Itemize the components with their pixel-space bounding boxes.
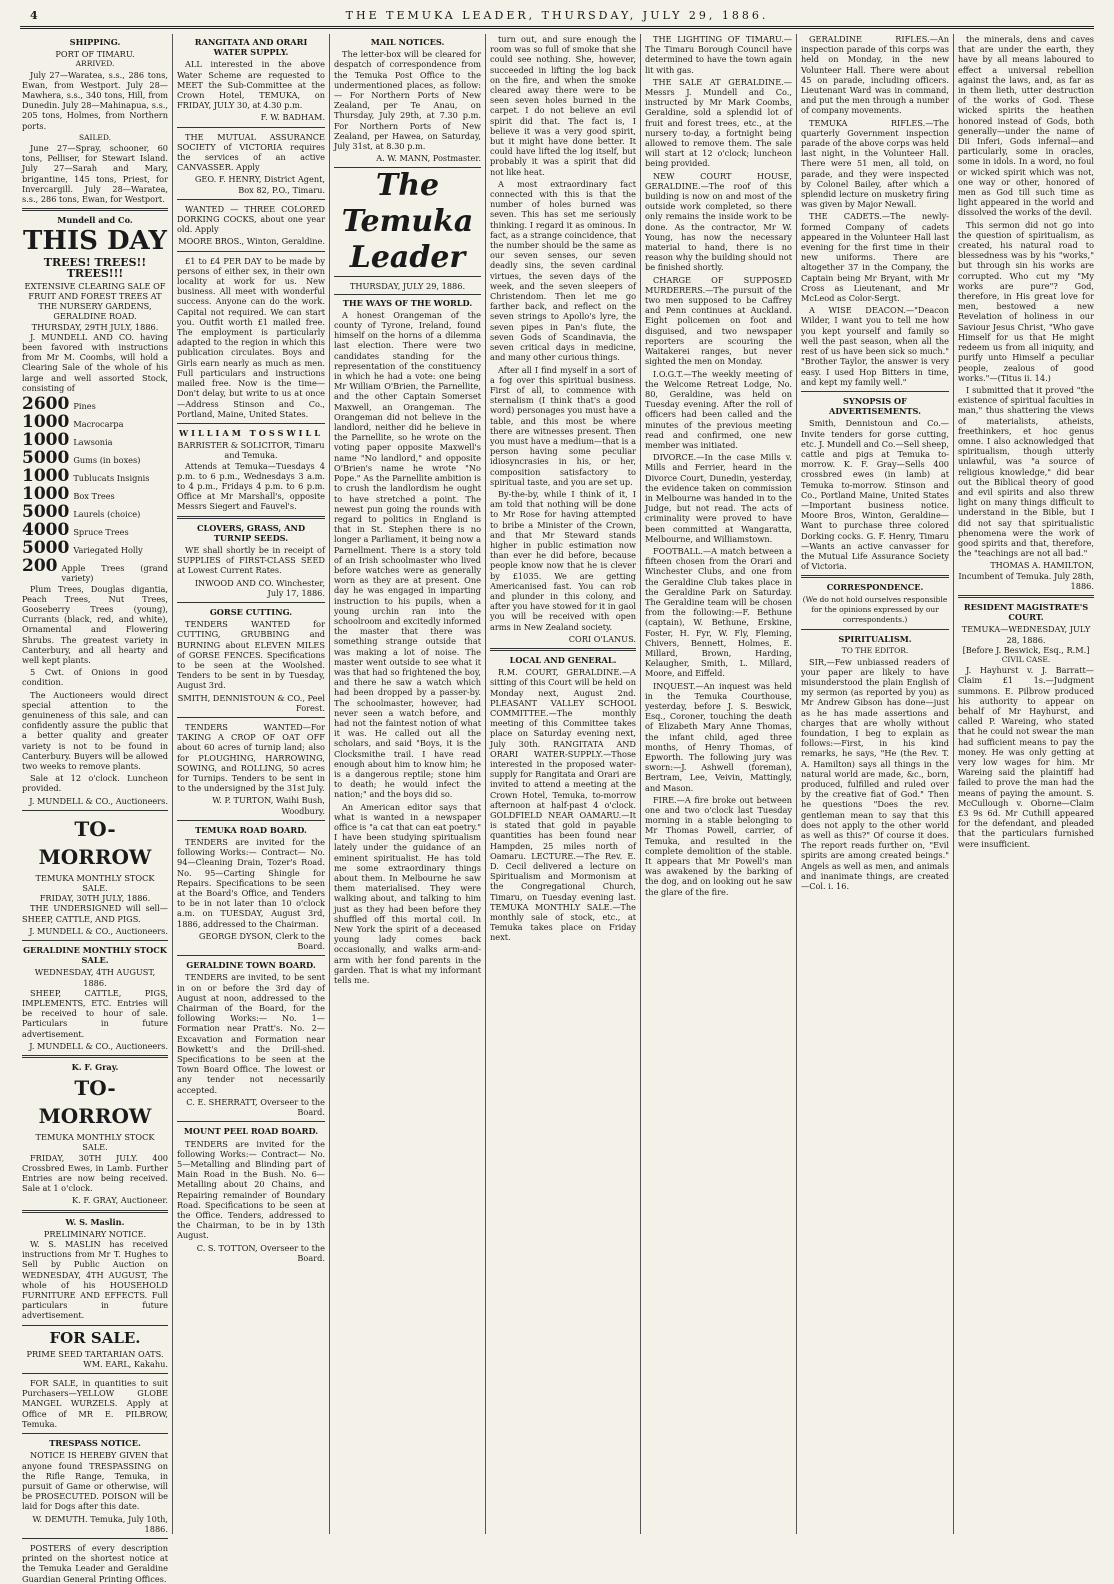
ad-text: POSTERS of every description printed on the shortest notice at the Temuka Leader and Geraldine Guardian General Printing Offices. bbox=[22, 1542, 168, 1584]
divider bbox=[177, 516, 325, 519]
divider bbox=[22, 1433, 168, 1434]
lot-description: Spruce Trees bbox=[73, 527, 129, 538]
article-text: SIR,—Few unbiassed readers of your paper are likely to have misunderstood the plain English of my sermon (as reported by you) as Mr Andrew Gibson has done—just as he has made assertions and charges that are wholly without foundation, I beg to explain as follows:—First, in his kind remarks, he says, "He (the Rev. T. A. Hamilton) says all things in the natural world are made, &c., born, produced, fulfilled and ruled over by the creative fiat of God." Then he questions "Does the rev. gentleman mean to say that this does not apply to the other world as well as this?" Of course it does. The report reads further on, "Evil spirits are among created beings." Angels as well as men, and animals and inanimate things, are created—Col. i. 16. bbox=[801, 656, 949, 892]
signature: A. W. MANN, Postmaster. bbox=[376, 153, 481, 164]
divider bbox=[177, 199, 325, 200]
lot-quantity: 200 bbox=[22, 556, 58, 577]
article-text: By-the-by, while I think of it, I am told that nothing will be done to Mr Rose for having attempted to bribe a Minister of the Crown, and that Mr Steward stands higher in public estimation now than ever he did before, because people know now that he is clever by £1035. We are getting Americanised fast. You can rob and plunder in this colony, and after you have stowed for it in gaol you will be received with open arms in New Zealand society. bbox=[490, 488, 636, 632]
lot-description: Tublucats Insignis bbox=[73, 473, 150, 484]
ad-text: SHEEP, CATTLE, PIGS, IMPLEMENTS, ETC. Entries will be received to hour of sale. Particulars in future advertisement. bbox=[22, 987, 168, 1039]
subheading: RANGITATA AND ORARI WATER SUPPLY. bbox=[194, 37, 308, 58]
ad-text: WE shall shortly be in receipt of SUPPLIES of FIRST-CLASS SEED at Lowest Current Rates. bbox=[177, 544, 325, 576]
arrivals-text: July 27—Waratea, s.s., 286 tons, Ewan, from Westport. July 28—Mawhera, s.s., 340 tons, Hill, from Dunedin. July 28—Mahinapua, s.s., 205 tons, Holmes, from Northern ports. bbox=[22, 69, 168, 131]
divider bbox=[177, 717, 325, 718]
ad-text: £1 to £4 PER DAY to be made by persons of either sex, in their own locality at work for us. New business. All meet with wonderful success. Anyone can do the work. Capital not required. We can start you. Outfit worth £1 mailed free. The employment is particularly adapted to the region in which this publication circulates. Boys and Girls earn nearly as much as men. Full particulars and instructions mailed free. Now is the time—Don't delay, but write to us at once—Address Stinson and Co., Portland, Maine, United States. bbox=[177, 255, 325, 419]
article-text: TEMUKA RIFLES.—The quarterly Government inspection parade of the above corps was held last night, in the Volunteer Hall. There were 51 men, all told, on parade, and they were inspected by Colonel Bailey, after which a splendid lecture on musketry firing was given by Major Newall. bbox=[801, 117, 949, 210]
sale-intro: J. MUNDELL AND CO. having been favored with instructions from Mr M. Coombs, will hold a Clearing Sale of the whole of his large and well assorted Stock, consisting of bbox=[22, 331, 168, 393]
subheading: TEMUKA ROAD BOARD. bbox=[195, 824, 307, 835]
ad-text: ALL interested in the above Water Scheme are requested to MEET the Sub-Committee at the Crown Hotel, TEMUKA, on FRIDAY, JULY 30, at 4.30 p.m. bbox=[177, 59, 325, 111]
signature: W. DEMUTH. Temuka, July 10th, 1886. bbox=[32, 1513, 168, 1534]
divider bbox=[177, 955, 325, 956]
advertiser-name: K. F. Gray. bbox=[71, 1062, 119, 1073]
subheading: TEMUKA MONTHLY STOCK SALE. bbox=[35, 1132, 155, 1153]
article-text: Smith, Dennistoun and Co.—Invite tenders for gorse cutting, etc. J. Mundell and Co.—Sell sheep, cattle and pigs at Temuka to-morrow. K. F. Gray—Sells 400 crossbred ewes (in lamb) at Temuka to-morrow. Stinson and Co., Portland Maine, United States—Important business notice. Moore Bros, Winton, Geraldine—Want to purchase three colored Dorking cocks. G. F. Henry, Timaru—Wants an active canvasser for the Mutual Life Assurance Society of Victoria. bbox=[801, 418, 949, 572]
divider bbox=[177, 423, 325, 424]
subheading: TRESPASS NOTICE. bbox=[49, 1438, 141, 1449]
article-text: I submitted that it proved "the existence of spiritual faculties in man," thus shattering the views of materialists, atheists, freethinkers, et hoc genus omne. I also acknowledged that spiritualism, though utterly unlawful, was "a source of religious knowledge," did bear out the Biblical theory of good and evil spirits and also threw light on many things difficult to understand in the Bible, but I did not say that spiritualistic phenomena were the work of good spirits and that, therefore, the "teachings are not all bad." bbox=[958, 384, 1094, 559]
lot-description: Pines bbox=[73, 401, 96, 412]
article-heading: SYNOPSIS OF ADVERTISEMENTS. bbox=[829, 395, 921, 417]
sailings-text: June 27—Spray, schooner, 60 tons, Pelliser, for Stewart Island. July 27—Sarah and Mary, brigantine, 145 tons, Priest, for Invercargill. July 28—Waratea, s.s., 286 tons, Ewan, for Westport. bbox=[22, 143, 168, 205]
divider bbox=[177, 602, 325, 603]
column-rule bbox=[953, 34, 954, 1534]
article-text: NEW COURT HOUSE, GERALDINE.—The roof of this building is now on and most of the outside work completed, so there only remains the inside work to be done. As the contractor, Mr W. Young, has now the necessary material to hand, there is no reason why the building should not be finished shortly. bbox=[645, 170, 792, 273]
advertiser-name: WILLIAM TOSSWILL bbox=[178, 427, 324, 438]
subheading: PORT OF TIMARU. bbox=[55, 49, 135, 60]
column-6 bbox=[801, 34, 949, 1534]
signature: W. P. TURTON, Waihi Bush, Woodbury. bbox=[212, 795, 325, 816]
headline-tomorrow: TO-MORROW bbox=[38, 1076, 152, 1129]
ad-text: Attends at Temuka—Tuesdays 4 p.m. to 6 p.m., Wednesdays 3 a.m. to 4 p.m., Fridays 4 p.m. to 6 p.m. Office at Mr Marshall's, opposite Messrs Siegert and Fauvel's. bbox=[177, 460, 325, 512]
lot-row bbox=[22, 413, 168, 431]
divider bbox=[22, 1210, 168, 1213]
signature: GEORGE DYSON, Clerk to the Board. bbox=[198, 930, 325, 952]
article-text: THE SALE AT GERALDINE.—Messrs J. Mundell and Co., instructed by Mr Mark Coombs, Geraldine, sold a splendid lot of fruit and forest trees, etc., at the nursery to-day, a fortnight being allowed to remove them. The sale will start at 12 o'clock; luncheon being provided. bbox=[645, 76, 792, 169]
dateline: THURSDAY, JULY 29, 1886. bbox=[334, 281, 481, 294]
signature: C. S. TOTTON, Overseer to the Board. bbox=[196, 1242, 325, 1263]
ad-text: FRIDAY, 30TH JULY. 400 Crossbred Ewes, in Lamb. Further Entries are now being received. Sale at 1 o'clock. bbox=[22, 1152, 168, 1194]
divider bbox=[22, 1055, 168, 1058]
ad-text: W. S. MASLIN has received instructions from Mr T. Hughes to Sell by Public Auction on WEDNESDAY, 4TH AUGUST, The whole of his HOUSEHOLD FURNITURE AND EFFECTS. Full particulars in future advertisement. bbox=[22, 1239, 168, 1321]
column-rule bbox=[796, 34, 797, 1534]
article-text: INQUEST.—An inquest was held in the Temuka Courthouse, yesterday, before J. S. Beswick, Esq., Coroner, touching the death of Elizabeth Mary Anne Thomas, the infant child, aged three months, of Henry Thomas, of Epworth. The following jury was sworn:—J. Ashwell (foreman), Bertram, Lee, Veivin, Mattingly, and Mason. bbox=[645, 680, 792, 793]
lot-row bbox=[22, 485, 168, 503]
lot-quantity: 2600 bbox=[22, 394, 70, 415]
ad-text: TENDERS WANTED for CUTTING, GRUBBING and BURNING about ELEVEN MILES of GORSE FENCES. Specifications to be seen at the Woolshed. Tenders to be sent in by Tuesday, August 3rd. bbox=[177, 619, 325, 691]
signature: K. F. GRAY, Auctioneer. bbox=[72, 1195, 168, 1206]
lot-description: Apple Trees (grand variety) bbox=[61, 563, 168, 584]
signature: WM. EARL, Kakahu. bbox=[83, 1358, 168, 1369]
lot-row bbox=[22, 539, 168, 557]
subheading: [Before J. Beswick, Esq., R.M.] bbox=[962, 644, 1090, 655]
lot-row bbox=[22, 449, 168, 467]
column-rule bbox=[485, 34, 486, 1534]
ad-text: THE UNDERSIGNED will sell—SHEEP, CATTLE, AND PIGS. bbox=[22, 903, 168, 924]
lot-row bbox=[22, 431, 168, 449]
article-heading: RESIDENT MAGISTRATE'S COURT. bbox=[963, 601, 1089, 623]
column-7 bbox=[958, 34, 1094, 1534]
signature: F. W. BADHAM. bbox=[260, 112, 325, 123]
article-heading: LOCAL AND GENERAL. bbox=[509, 654, 617, 665]
sale-date: FRIDAY, 30TH JULY, 1886. bbox=[39, 893, 151, 904]
subheading: TEMUKA—WEDNESDAY, JULY 28, 1886. bbox=[961, 624, 1091, 645]
lot-more: Plum Trees, Douglas digantia, Peach Trees, Nut Trees, Gooseberry Trees (young), Currants (black, red, and white), Ornamental and Flowering Shrubs. The greatest variety in Canterbury, and all hearty and well kept plants. bbox=[22, 583, 168, 665]
ad-text: TENDERS are invited for the following Works:— Contract— No. 94—Cleaning Drain, Tozer's Road. No. 95—Carting Shingle for Repairs. Specifications to be seen at the Board's Office, and Tenders to be in not later than 10 o'clock a.m. on TUESDAY, August 3rd, 1886, addressed to the Chairman. bbox=[177, 837, 325, 929]
advertiser-name: W. S. Maslin. bbox=[65, 1216, 125, 1227]
lot-description: Variegated Holly bbox=[73, 545, 143, 556]
lot-quantity: 5000 bbox=[22, 538, 70, 559]
divider bbox=[177, 251, 325, 252]
column-5 bbox=[645, 34, 792, 1534]
article-text: A most extraordinary fact connected with this is that the number of holes burned was seven. This has set me seriously thinking. I regard it as ominous. In fact, as a strange coincidence, that the number should be the same as our seven senses, our seven deadly sins, the seven cardinal virtues, the seven days of the week, and the seven sleepers of Christendom. Then let me go farther back, and reflect on the seven strings to Apollo's lyre, the seven pipes in Pan's flute, the seven Gods of Scandinavia, the seven critical days in medicine, and many other curious things. bbox=[490, 178, 636, 363]
ad-text: FOR SALE, in quantities to suit Purchasers—YELLOW GLOBE MANGEL WURZELS. Apply at Office of MR E. PILBROW, Temuka. bbox=[22, 1378, 168, 1429]
ad-text: PRIME SEED TARTARIAN OATS. bbox=[26, 1348, 164, 1359]
lot-quantity: 5000 bbox=[22, 448, 70, 469]
article-text: THE LIGHTING OF TIMARU.—The Timaru Borough Council have determined to have the town again lit with gas. bbox=[645, 34, 792, 75]
column-rule bbox=[172, 34, 173, 1534]
article-text: THE CADETS.—The newly-formed Company of cadets appeared in the Volunteer Hall last evening for the first time in their new uniforms. There are altogether 37 in the Company, the Captain being Mr Bryant, with Mr Cross as Lieutenant, and Mr McLeod as Color-Sergt. bbox=[801, 211, 949, 304]
lot-quantity: 1000 bbox=[22, 412, 70, 433]
column-2 bbox=[177, 34, 325, 1534]
divider bbox=[801, 391, 949, 392]
article-text: GERALDINE RIFLES.—An inspection parade of this corps was held on Monday, in the new Volunteer Hall. There were about 45 on parade, including officers. Lieutenant Ward was in command, and put the men through a number of company movements. bbox=[801, 34, 949, 116]
ad-text: WANTED — THREE COLORED DORKING COCKS, about one year old. Apply bbox=[177, 203, 325, 235]
divider bbox=[801, 629, 949, 630]
page-header bbox=[20, 4, 1094, 29]
lot-list bbox=[22, 395, 168, 583]
lot-quantity: 4000 bbox=[22, 520, 70, 541]
newspaper-title: THE TEMUKA LEADER, THURSDAY, JULY 29, 1886. bbox=[345, 8, 769, 22]
lot-description: Laurels (choice) bbox=[73, 509, 141, 520]
divider bbox=[22, 1373, 168, 1374]
ad-text: TENDERS are invited for the following Works:— Contract— No. 5—Metalling and Blinding part of Main Road in the Bush. No. 6—Metalling about 20 Chains, and Repairing remainder of Boundary Road. Specifications to be seen at the Office. Tenders, addressed to the Chairman, to be in by 13th August. bbox=[177, 1138, 325, 1241]
signature: THOMAS A. HAMILTON, Incumbent of Temuka. July 28th, 1886. bbox=[958, 560, 1094, 591]
masthead: The Temuka Leader bbox=[334, 167, 481, 277]
divider bbox=[177, 1121, 325, 1122]
lot-description: Gums (in boxes) bbox=[73, 455, 141, 466]
article-heading: SPIRITUALISM. bbox=[838, 634, 912, 645]
subheading: MAIL NOTICES. bbox=[370, 37, 445, 47]
auctioneer-note: The Auctioneers would direct special attention to the genuineness of this sale, and can confidently assure the public that a better quality and greater variety is not to be found in Canterbury. Buyers will be allowed two weeks to remove plants. bbox=[22, 689, 168, 771]
headline-trees: TREES! TREES!! TREES!!! bbox=[43, 256, 147, 280]
signature: CORI O'LANUS. bbox=[568, 633, 636, 644]
article-text: DIVORCE.—In the case Mills v. Mills and Ferrier, heard in the Divorce Court, Dunedin, yesterday, the evidence taken on commission in Melbourne was handed in to the Judge, but not read. The acts of criminality were proved to have been committed at Wangaratta, Melbourne, and Williamstown. bbox=[645, 452, 792, 544]
subheading: CIVIL CASE. bbox=[1001, 654, 1051, 664]
onions-text: 5 Cwt. of Onions in good condition. bbox=[22, 667, 168, 688]
article-text: After all I find myself in a sort of a fog over this spiritual business. First of all, to commence with sternalism (I think that's a good word) personages you must have a table, and this most be where there are witnesses present. Then you must have a medium—that is a person having some peculiar idiosyncrasies in his, or her, composition satisfactory to spiritual taste, and you are set up. bbox=[490, 364, 636, 487]
divider bbox=[177, 127, 325, 128]
column-rule bbox=[640, 34, 641, 1534]
signature: GEO. F. HENRY, District Agent, Box 82, P.O., Timaru. bbox=[194, 174, 325, 195]
article-text: A WISE DEACON.—"Deacon Wilder, I want you to tell me how you kept yourself and family so well the past season, when all the rest of us have been sick so much." "Brother Taylor, the answer is very easy. I used Hop Bitters in time, and kept my family well." bbox=[801, 305, 949, 387]
divider bbox=[490, 648, 636, 651]
lot-row bbox=[22, 503, 168, 521]
lot-description: Lawsonia bbox=[73, 437, 113, 448]
ad-text: THE MUTUAL ASSURANCE SOCIETY of VICTORIA requires the services of an active CANVASSER. Apply bbox=[177, 131, 325, 173]
signature: C. E. SHERRATT, Overseer to the Board. bbox=[186, 1096, 325, 1118]
ad-text: TENDERS are invited, to be sent in on or before the 3rd day of August at noon, addressed to the Chairman of the Board, for the following Works:— No. 1—Formation near Pratt's. No. 2—Excavation and Formation near Bowkett's and the Drill-shed. Specifications to be seen at the Town Board Office. The lowest or any tender not necessarily accepted. bbox=[177, 972, 325, 1095]
divider bbox=[22, 940, 168, 941]
column-1 bbox=[22, 34, 168, 1584]
divider bbox=[22, 1538, 168, 1539]
lot-row bbox=[22, 557, 168, 583]
column-4 bbox=[490, 34, 636, 1534]
headline-for-sale: FOR SALE. bbox=[49, 1328, 141, 1347]
subheading: BARRISTER & SOLICITOR, Timaru and Temuka. bbox=[177, 440, 325, 461]
subheading: TEMUKA MONTHLY STOCK SALE. bbox=[35, 872, 155, 893]
sale-description: EXTENSIVE CLEARING SALE OF FRUIT AND FOREST TREES AT THE NURSERY GARDENS, GERALDINE ROAD. bbox=[24, 280, 166, 322]
sale-date: THURSDAY, 29TH JULY, 1886. bbox=[31, 321, 159, 332]
subheading: SAILED. bbox=[78, 132, 112, 142]
divider bbox=[801, 575, 949, 578]
signature: SMITH, DENNISTOUN & CO., Peel Forest. bbox=[177, 692, 325, 713]
article-text: FOOTBALL.—A match between a fifteen chosen from the Orari and Winchester Clubs, and one from the Geraldine Club takes place in the Geraldine Park on Saturday. The Geraldine team will be chosen from the following:—F. Bethune (captain), W. Bethune, Erskine, Foster, H. Fyr, W. Fly, Fleming, Chivers, Bennett, Holmes, E. Millard, Brown, Harding, Kelaugher, Smith, L. Millard, Moore, and Eiffeld. bbox=[645, 545, 792, 679]
article-text: A honest Orangeman of the county of Tyrone, Ireland, found himself on the horns of a dilemma last election. There were two candidates standing for the representation of the constituency in which he had a vote: one being Mr William O'Brien, the Parnellite, and the other Captain Somerset Maxwell, an Orangeman. The Orangeman did not believe in the landlord, neither did he believe in the Parnellite, so he wrote on the voting paper opposite Maxwell's name "No landlord," and opposite O'Brien's name he wrote "No Pope." As the Parnellite ambition is to crush the landlordism he ought to have stretched a point. The newest pun going the rounds with regard to politics in England is that in St. Stephen there is no longer a Parliament, it being now a Parnellment. There is a story told of an Irish schoolmaster who lived before watches were as generally worn as they are at present. One day he was engaged in imparting instruction to his pupils, when a young urchin ran into the schoolroom and excitedly informed the master that there was something strange outside that was making a lot of noise. The master went outside to see what it was that had so frightened the boy, and there he saw a watch which had been dropped by a passer-by. The schoolmaster, however, had never seen a watch before, and had not the faintest notion of what it was. He called out all the scholars, and said "Boys, it is the Clocksmithe trail. I have read enough about him to know him; he is a dangerous reptile; stone him to death; he would infect the nation;" and the boys did so. bbox=[334, 309, 481, 800]
sale-date: WEDNESDAY, 4TH AUGUST, 1886. bbox=[34, 967, 156, 988]
article-text: FIRE.—A fire broke out between one and two o'clock last Tuesday morning in a stable belonging to Mr Thomas Powell, carrier, of Temuka, and resulted in the complete demolition of the stable. It appears that Mr Powell's man was awakened by the barking of the dog, and on looking out he saw the glare of the fire. bbox=[645, 794, 792, 897]
divider bbox=[22, 810, 168, 811]
divider bbox=[177, 820, 325, 821]
signature: MOORE BROS., Winton, Geraldine. bbox=[178, 236, 325, 247]
subheading: GORSE CUTTING. bbox=[209, 606, 293, 617]
subheading: GERALDINE MONTHLY STOCK SALE. bbox=[23, 944, 167, 966]
subheading: CLOVERS, GRASS, AND TURNIP SEEDS. bbox=[196, 522, 306, 543]
lot-quantity: 5000 bbox=[22, 502, 70, 523]
subheading: ARRIVED. bbox=[75, 59, 115, 69]
article-text: I.O.G.T.—The weekly meeting of the Welcome Retreat Lodge, No. 80, Geraldine, was held on Tuesday evening. After the roll of officers had been called and the minutes of the previous meeting read and confirmed, one new member was initiated. bbox=[645, 368, 792, 450]
mail-text: The letter-box will be cleared for despatch of correspondence from the Temuka Post Office to the undermentioned places, as follow:— For Northern Ports of New Zealand, per Te Anau, on Thursday, July 29th, at 7.30 p.m. For Northern Ports of New Zealand, per Hawea, on Saturday, July 31st, at 8.30 p.m. bbox=[334, 49, 481, 152]
article-text: R.M. COURT, GERALDINE.—A sitting of this Court will be held on Monday next, August 2nd. PLEASANT VALLEY SCHOOL COMMITTEE.—The monthly meeting of this Committee takes place on Saturday evening next, July 30th. RANGITATA AND ORARI WATER-SUPPLY.—Those interested in the proposed water-supply for Rangitata and Orari are invited to attend a meeting at the Crown Hotel, Temuka, to-morrow afternoon at half-past 4 o'clock. GOLDFIELD NEAR OAMARU.—It is stated that gold in payable quantities has been found near Hampden, 25 miles north of Oamaru. LECTURE.—The Rev. E. D. Cecil delivered a lecture on Spiritualism and Mormonism at the Congregational Church, Timaru, on Tuesday evening last. TEMUKA MONTHLY SALE.—The monthly sale of stock, etc., at Temuka takes place on Friday next. bbox=[490, 667, 636, 943]
lot-quantity: 1000 bbox=[22, 466, 70, 487]
lot-quantity: 1000 bbox=[22, 430, 70, 451]
ad-text: TENDERS WANTED—For TAKING A CROP OF OAT OFF about 60 acres of turnip land; also for PLOUGHING, HARROWING, SOWING, and ROLLING, 50 acres for Turnips. Tenders to be sent in to the undersigned by the 31st July. bbox=[177, 721, 325, 794]
article-text: CHARGE OF SUPPOSED MURDERERS.—The pursuit of the two men supposed to be Caffrey and Penn continues at Auckland. Eight policemen on foot and disguised, and two newspaper reporters are scouring the Waitakerei ranges, but never sighted the men on Monday. bbox=[645, 274, 792, 367]
headline-this-day: THIS DAY bbox=[23, 226, 167, 257]
column-rule bbox=[329, 34, 330, 1534]
signature: J. MUNDELL & CO., Auctioneers. bbox=[29, 925, 168, 936]
article-text: An American editor says that what is wanted in a newspaper office is "a cat that can eat poetry." I have been studying spiritualism lately under the guidance of an eminent spiritualist. He has told me some extraordinary things about them. In Melbourne he saw them materialised. They were walking about, and talking to him just as they had been before they shuffled off this mortal coil. In New York the spirit of a deceased young lady comes back occasionally, and walks arm-and-arm with her fond parents in the garden. That is what my informant tells me. bbox=[334, 801, 481, 986]
article-heading: THE WAYS OF THE WORLD. bbox=[342, 297, 473, 308]
lot-row bbox=[22, 395, 168, 413]
lot-description: Macrocarpa bbox=[73, 419, 124, 430]
divider bbox=[22, 208, 168, 211]
headline-tomorrow: TO-MORROW bbox=[38, 816, 152, 869]
section-heading: SHIPPING. bbox=[69, 37, 121, 47]
lot-quantity: 1000 bbox=[22, 484, 70, 505]
subheading: TO THE EDITOR. bbox=[841, 646, 909, 656]
signature: INWOOD AND CO. Winchester, July 17, 1886. bbox=[194, 577, 325, 598]
advertiser-name: Mundell and Co. bbox=[57, 215, 133, 226]
article-text: J. Hayhurst v. J. Barratt—Claim £1 1s.—Judgment summons. E. Pilbrow produced his authority to appear on behalf of Mr Hayhurst, and called P. Wareing, who stated that he could not swear the man had sufficient means to pay the money. He was only getting at very low wages for him. Mr Wareing said the plaintiff had failed to prove the man had the means of paying the amount. S. McCullough v. Oborne—Claim £3 9s 6d. Mr Cuthill appeared for the defendant, and pleaded that the particulars furnished were insufficient. bbox=[958, 665, 1094, 849]
article-heading: CORRESPONDENCE. bbox=[826, 582, 924, 593]
article-text: the minerals, dens and caves that are under the earth, they have by all means laboured to effect a universal rebellion against the laws, and, as far as in them lieth, utter destruction of the works of God. These wicked spirits the heathen honored instead of Gods, both generally—under the name of Dii Inferi, Gods infernal—and particularly, some in oracles, some in idols. In a word, no foul or wicked spirit which was not, one way or other, honored of men as God till such time as light appeared in the world and dissolved the works of the devil. bbox=[958, 34, 1094, 218]
page-number: 4 bbox=[30, 8, 38, 22]
signature: J. MUNDELL & CO., Auctioneers. bbox=[29, 1040, 168, 1051]
lot-row bbox=[22, 521, 168, 539]
lot-row bbox=[22, 467, 168, 485]
sale-time: Sale at 12 o'clock. Luncheon provided. bbox=[22, 773, 168, 794]
lot-description: Box Trees bbox=[73, 491, 115, 502]
signature: J. MUNDELL & CO., Auctioneers. bbox=[29, 795, 168, 806]
column-3 bbox=[334, 34, 481, 1534]
divider bbox=[22, 1325, 168, 1326]
article-text: turn out, and sure enough the room was so full of smoke that she could see nothing. She, however, succeeded in lifting the log back on the fire, and when the smoke cleared away there were to be seen seven holes burned in the carpet. I do not believe an evil spirit did that. The fact is, I believe it was a very good spirit, but it might have done better. It could have lifted the log itself, but probably it was a spirit that did not like heat. bbox=[490, 34, 636, 177]
subheading: MOUNT PEEL ROAD BOARD. bbox=[183, 1126, 319, 1137]
article-text: This sermon did not go into the question of spiritualism, as created, his natural road to blessedness was by his "works," but through sin his works are corrupted. Who cut my "My works are pure"? God, therefore, in His great love for men, bestowed a new Revelation of holiness in our Saviour Jesus Christ, "Who gave Himself for us that He might redeem us from all iniquity, and purify unto Himself a peculiar people, zealous of good works."—(Titus ii. 14.) bbox=[958, 219, 1094, 383]
editorial-note: (We do not hold ourselves responsible for the opinions expressed by our correspondents.) bbox=[802, 594, 948, 624]
subheading: PRELIMINARY NOTICE. bbox=[43, 1228, 147, 1239]
ad-text: NOTICE IS HEREBY GIVEN that anyone found TRESPASSING on the Rifle Range, Temuka, in pursuit of Game or otherwise, will be PROSECUTED. POISON will be laid for Dogs after this date. bbox=[22, 1450, 168, 1512]
divider bbox=[958, 595, 1094, 598]
subheading: GERALDINE TOWN BOARD. bbox=[186, 960, 316, 971]
